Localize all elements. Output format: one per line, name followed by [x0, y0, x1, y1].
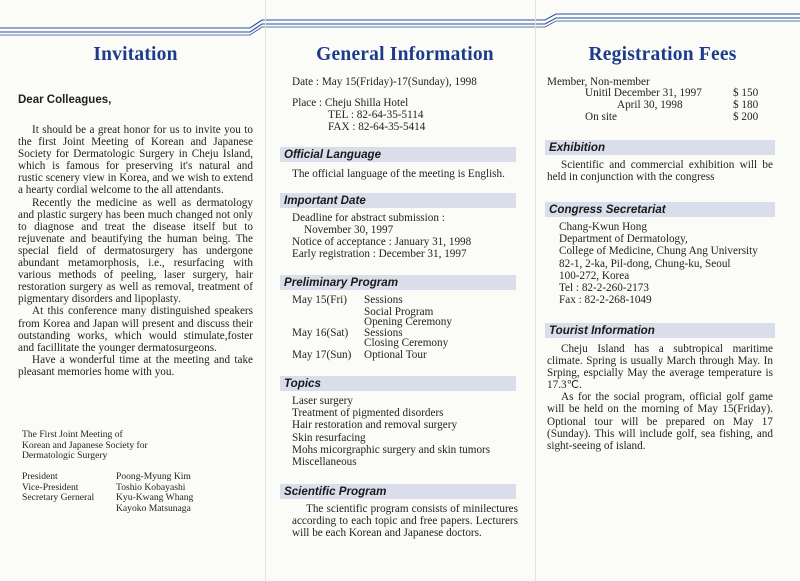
important-date-heading: Important Date: [280, 193, 516, 208]
exhibition-heading: Exhibition: [545, 140, 775, 155]
secretariat-line: Fax : 82-2-268-1049: [559, 294, 652, 307]
officers-list: [22, 472, 254, 514]
officer-role: President: [22, 471, 58, 482]
fax-line: FAX : 82-64-35-5414: [328, 121, 426, 133]
invitation-panel: [18, 0, 253, 581]
date-line: Date : May 15(Friday)-17(Sunday), 1998: [292, 76, 477, 88]
officer-name: Kayoko Matsunaga: [116, 502, 191, 514]
fold-line-right: [535, 0, 536, 581]
program-event: Sessions: [364, 294, 403, 306]
important-date-line: Notice of acceptance : January 31, 1998: [292, 236, 472, 248]
invitation-title: Invitation: [93, 44, 178, 65]
officer-role: [22, 504, 116, 515]
fee-amount: $ 180: [733, 99, 759, 111]
general-information-title: General Information: [316, 44, 494, 65]
topic-item: Mohs micorgraphic surgery and skin tumors: [292, 444, 491, 456]
place-line: Place : Cheju Shilla Hotel: [292, 97, 409, 109]
secretariat-line: Department of Dermatology,: [559, 233, 688, 246]
program-day: May 17(Sun): [292, 349, 352, 361]
fee-amount: $ 150: [733, 87, 759, 99]
officer-role: Vice-President: [22, 481, 79, 493]
letter-paragraph: It should be a great honor for us to invite you to the first Joint Meeting of Korean and Japanese Society for Dermatologic Surgery in Cheju Island, which is famous for preserving it's natural and rustic scenery view in Korea, and we wish to extend a hearty cordial welcome to the all attendants.: [18, 124, 253, 197]
member-line: Member, Non-member: [547, 76, 650, 88]
tel-line: TEL : 82-64-35-5114: [328, 109, 424, 121]
exhibition-text: [547, 159, 773, 183]
topic-item: Treatment of pigmented disorders: [292, 407, 444, 419]
program-day: May 15(Fri): [292, 294, 347, 306]
important-date-line: Early registration : December 31, 1997: [292, 248, 467, 260]
official-language-text: The official language of the meeting is English.: [292, 168, 505, 180]
topic-item: Hair restoration and removal surgery: [292, 419, 458, 431]
letter-paragraph: Recently the medicine as well as dermatology and plastic surgery has been much changed not only to diagnose and treat the disease itself but to rejuvenate and beautifying the human being. The special field of dermatosurgery has undergone abundant metamorphosis, i.e., resurfacing with various methods of peeling, laser surgery, hair restoration surgery as well as removal, treatment of pigmentary disorders and lipoplasty.: [18, 196, 253, 306]
tourist-paragraph: As for the social program, official golf game will be held on the morning of May 15(Friday). Optional tour will be prepared on May 17 (Sunday). This will include golf, sea fishing, and sight-seeing of island.: [547, 391, 773, 452]
general-information-panel: [284, 0, 520, 581]
program-event: Sessions: [364, 327, 403, 339]
officer-name: Kyu-Kwang Whang: [116, 492, 194, 504]
fold-line-left: [265, 0, 266, 581]
greeting: Dear Colleagues,: [18, 94, 112, 106]
fee-label: On site: [585, 111, 618, 123]
program-event: Social Program: [364, 306, 434, 318]
fee-label: April 30, 1998: [617, 99, 683, 111]
topic-item: Miscellaneous: [292, 456, 357, 468]
topic-item: Laser surgery: [292, 395, 353, 407]
organizer-line: Dermatologic Surgery: [22, 450, 108, 462]
letter-paragraph: At this conference many distinguished speakers from Korea and Japan will present and discuss their outstanding works, which would stimulate,foster and facillitate the younger dermatosurgeons.: [18, 305, 253, 354]
fee-amount: $ 200: [733, 111, 759, 123]
scientific-program-text: [292, 503, 518, 539]
secretariat-line: Tel : 82-2-260-2173: [559, 282, 649, 295]
exhibition-paragraph: Scientific and commercial exhibition will be held in conjunction with the congress: [547, 159, 773, 184]
organizer-line: Korean and Japanese Society for: [22, 439, 148, 451]
scientific-program-heading: Scientific Program: [280, 484, 516, 499]
program-event: Closing Ceremony: [364, 337, 449, 349]
tourist-paragraph: Cheju Island has a subtropical maritime climate. Spring is usually March through May. In Srping, espcially May the average temperature is 17.3℃.: [547, 343, 773, 392]
secretariat-line: 82-1, 2-ka, Pil-dong, Chung-ku, Seoul: [559, 257, 731, 270]
organizer-line: The First Joint Meeting of: [22, 429, 123, 440]
officer-row: [22, 472, 254, 483]
invitation-letter: [18, 124, 253, 378]
topics-heading: Topics: [280, 376, 516, 391]
important-date-line: November 30, 1997: [304, 224, 394, 236]
program-event: Opening Ceremony: [364, 316, 452, 328]
officer-row: [22, 504, 254, 515]
official-language-heading: Official Language: [280, 147, 516, 162]
fee-label: Unitil December 31, 1997: [585, 87, 702, 99]
organizer-block: [22, 430, 148, 462]
congress-secretariat-heading: Congress Secretariat: [545, 202, 775, 217]
officer-role: Secretary Gerneral: [22, 492, 95, 504]
secretariat-line: Chang-Kwun Hong: [559, 221, 647, 233]
officer-name: Poong-Myung Kim: [116, 471, 191, 482]
letter-paragraph: Have a wonderful time at the meeting and take pleasant memories home with you.: [18, 353, 253, 378]
topic-item: Skin resurfacing: [292, 432, 366, 444]
program-day: May 16(Sat): [292, 327, 349, 339]
program-event: Optional Tour: [364, 349, 427, 361]
registration-panel: [545, 0, 780, 581]
registration-fees-title: Registration Fees: [588, 44, 737, 65]
scientific-program-paragraph: The scientific program consists of minilectures according to each topic and free papers. Lecturers will be each Korean and Japanese doctors.: [292, 503, 518, 540]
secretariat-line: 100-272, Korea: [559, 269, 630, 282]
tourist-information-heading: Tourist Information: [545, 323, 775, 338]
secretariat-line: College of Medicine, Chung Ang University: [559, 245, 758, 258]
secretariat-address: [559, 221, 758, 306]
officer-name: Toshio Kobayashi: [116, 481, 186, 493]
important-date-line: Deadline for abstract submission :: [292, 212, 445, 224]
tourist-information-text: [547, 343, 773, 452]
preliminary-program-heading: Preliminary Program: [280, 275, 516, 290]
